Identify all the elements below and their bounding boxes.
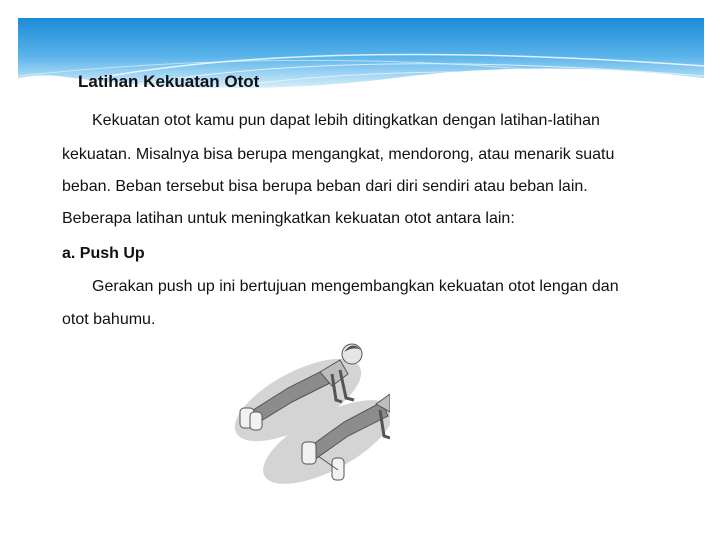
intro-line-4: Beberapa latihan untuk meningkatkan kekuatan otot antara lain:	[62, 210, 515, 227]
section-a-line-2: otot bahumu.	[62, 311, 156, 328]
section-a-line-1: Gerakan push up ini bertujuan mengembangkan kekuatan otot lengan dan	[92, 278, 619, 295]
push-up-illustration	[228, 330, 390, 490]
section-a-heading: a. Push Up	[62, 245, 145, 262]
intro-line-2: kekuatan. Misalnya bisa berupa mengangkat, mendorong, atau menarik suatu	[62, 146, 615, 163]
intro-line-1: Kekuatan otot kamu pun dapat lebih ditingkatkan dengan latihan-latihan	[92, 112, 600, 129]
intro-line-3: beban. Beban tersebut bisa berupa beban dari diri sendiri atau beban lain.	[62, 178, 588, 195]
page-title: Latihan Kekuatan Otot	[78, 72, 260, 91]
